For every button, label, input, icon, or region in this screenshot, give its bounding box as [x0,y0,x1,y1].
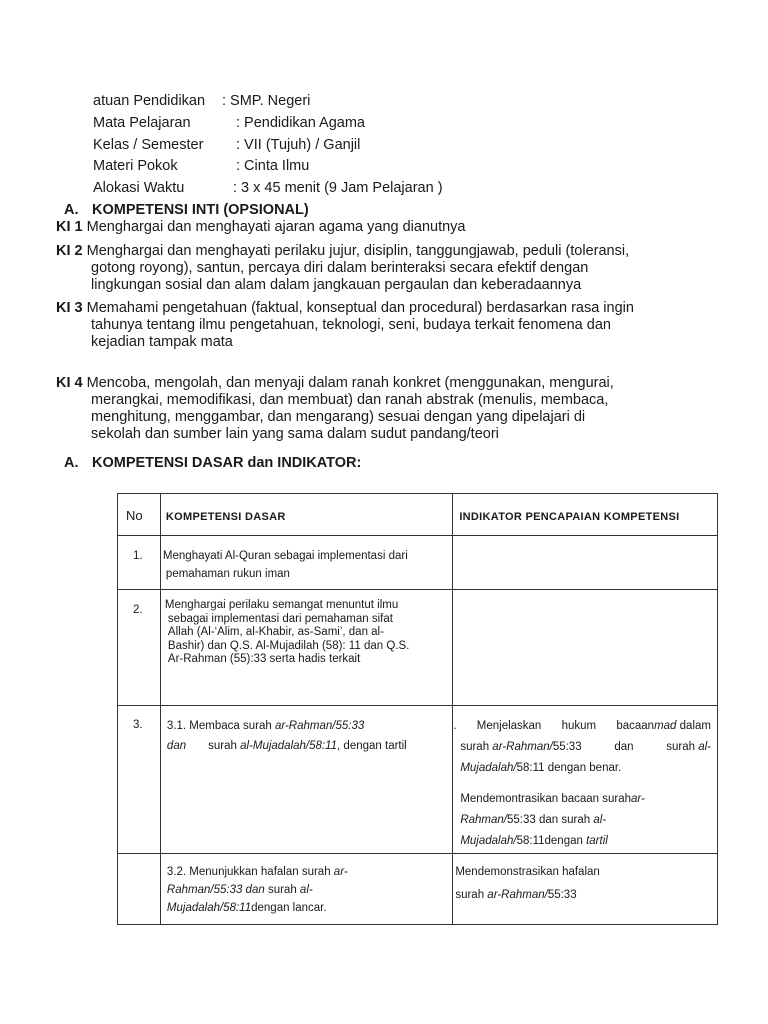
ind-text: Rahman/ [460,814,507,826]
cell-kd [160,536,452,590]
ind-text: hukum [561,720,597,732]
kd-line: Menghargai perilaku semangat menuntut ilmu [164,599,399,611]
ind-text: 55:33 [552,741,582,753]
ki-code: KI 1 [56,219,83,235]
kd-text: 3.1. Membaca surah [166,720,275,732]
header-cell-no [118,494,161,536]
row-no: 3. [133,719,143,731]
ki-line: sekolah dan sumber lain yang sama dalam sudut pandang/teori [91,426,499,442]
header-value-satuan: : SMP. Negeri [222,93,311,109]
ki-line: Mencoba, mengolah, dan menyaji dalam ranah konkret (menggunakan, mengurai, [86,375,614,391]
ki-code: KI 3 [56,300,83,316]
table-header-row [118,494,718,536]
section-title: KOMPETENSI INTI (OPSIONAL) [92,202,309,218]
header-cell-ind [453,494,718,536]
ind-text: 58:11 dengan benar. [516,762,622,774]
ind-text: mad [654,720,677,732]
table-row [118,854,718,925]
ind-text: ar-Rahman/ [487,889,548,901]
header-label-alokasi: Alokasi Waktu [93,180,185,196]
section-letter: A. [64,202,79,218]
ki-3 [56,300,634,351]
kd-text: al-Mujadalah/58:11 [240,740,338,752]
ind-text: al- [698,741,711,753]
row-no: 2. [133,604,143,616]
header-ind: INDIKATOR PENCAPAIAN KOMPETENSI [459,511,680,523]
ind-text: surah [460,741,493,753]
ind-bullet: . [453,720,457,732]
kd-text: surah [267,884,300,896]
kd-line: sebagai implementasi dari pemahaman sifat [167,612,393,625]
table-row [118,536,718,590]
header-value-alokasi: : 3 x 45 menit (9 Jam Pelajaran ) [233,180,443,196]
header-cell-kd [160,494,452,536]
ind-text: dan [614,741,634,753]
kd-line: Allah (Al-‘Alim, al-Khabir, as-Sami’, dan al- [167,626,384,638]
header-label-satuan: atuan Pendidikan [93,93,206,109]
ki-line: lingkungan sosial dan alam dalam jangkauan pergaulan dan keberadaannya [91,277,582,293]
header-label-mapel: Mata Pelajaran [93,115,191,131]
kd-text: , dengan tartil [337,740,407,752]
cell-no [118,536,161,590]
ki-code: KI 4 [56,375,83,391]
table-row [118,590,718,706]
kd-text: al- [299,884,313,896]
ki-4 [56,375,614,443]
kompetensi-table [117,493,718,925]
kd-text: Rahman/55:33 dan [166,884,268,896]
cell-no [118,854,161,925]
ind-text: 55:33 dan surah [507,814,594,826]
ind-text: ar-Rahman/ [492,741,553,753]
ki-line: Menghargai dan menghayati ajaran agama yang dianutnya [86,219,466,235]
ki-line: merangkai, memodifikasi, dan membuat) dan ranah abstrak (menulis, membaca, [91,392,609,408]
ind-text: surah [666,741,699,753]
cell-no [118,706,161,854]
ind-text: Mujadalah/ [460,835,517,847]
ki-2 [56,243,629,294]
ki-code: KI 2 [56,243,83,259]
row-no: 1. [133,550,143,562]
kd-text: Mujadalah/58:11 [166,902,252,914]
ind-text: al- [593,814,607,826]
cell-ind [453,854,718,925]
ind-text: 58:11dengan [516,835,587,847]
cell-ind [453,536,718,590]
header-kd: KOMPETENSI DASAR [165,511,286,523]
kd-line: pemahaman rukun iman [165,568,290,580]
section-heading-kd [64,455,362,471]
ind-text: Mujadalah/ [460,762,517,774]
kd-text: 3.2. Menunjukkan hafalan surah [166,866,334,878]
section-letter: A. [64,455,79,471]
kd-text: surah [208,740,241,752]
section-heading-ki [64,202,309,218]
ki-line: gotong royong), santun, percaya diri dalam berinteraksi secara efektif dengan [91,260,589,276]
ki-1 [56,219,466,236]
kd-text: ar- [333,866,348,878]
ki-line: menghitung, menggambar, dan mengarang) sesuai dengan yang dipelajari di [91,409,586,425]
cell-ind [453,590,718,706]
cell-no [118,590,161,706]
cell-kd [160,590,452,706]
kd-line: Ar-Rahman (55):33 serta hadis terkait [167,653,361,665]
kd-text: dan [166,740,187,752]
cell-kd [160,706,452,854]
ind-text: 55:33 [547,889,577,901]
kd-text: ar-Rahman/55:33 [274,720,365,732]
kd-line: Menghayati Al-Quran sebagai implementasi dari [162,550,408,562]
cell-kd [160,854,452,925]
header-value-materi: : Cinta Ilmu [236,158,310,174]
ind-text: dalam [679,720,711,732]
ind-text: surah [455,889,488,901]
ki-line: Memahami pengetahuan (faktual, konseptual dan procedural) berdasarkan rasa ingin [86,300,634,316]
ki-line: tahunya tentang ilmu pengetahuan, teknologi, seni, budaya terkait fenomena dan [91,317,611,333]
header-no: No [126,508,143,523]
cell-ind [453,706,718,854]
kd-line: Bashir) dan Q.S. Al-Mujadilah (58): 11 dan Q.S. [167,639,410,652]
header-label-materi: Materi Pokok [93,158,178,174]
kd-text: dengan lancar. [251,902,327,914]
ind-text: Menjelaskan [476,720,542,732]
ind-text: Mendemontrasikan bacaan surah [460,793,632,805]
ind-text: tartil [586,835,608,847]
section-title: KOMPETENSI DASAR dan INDIKATOR: [92,455,362,471]
ind-text: ar- [631,793,645,805]
ki-line: Menghargai dan menghayati perilaku jujur, disiplin, tanggungjawab, peduli (toleransi, [86,243,630,259]
ind-text: Mendemonstrasikan hafalan [455,866,600,878]
header-value-mapel: : Pendidikan Agama [236,115,365,131]
header-label-kelas: Kelas / Semester [93,137,204,153]
header-value-kelas: : VII (Tujuh) / Ganjil [236,137,361,153]
table-row [118,706,718,854]
ind-text: bacaan [616,720,655,732]
ki-line: kejadian tampak mata [91,334,233,350]
